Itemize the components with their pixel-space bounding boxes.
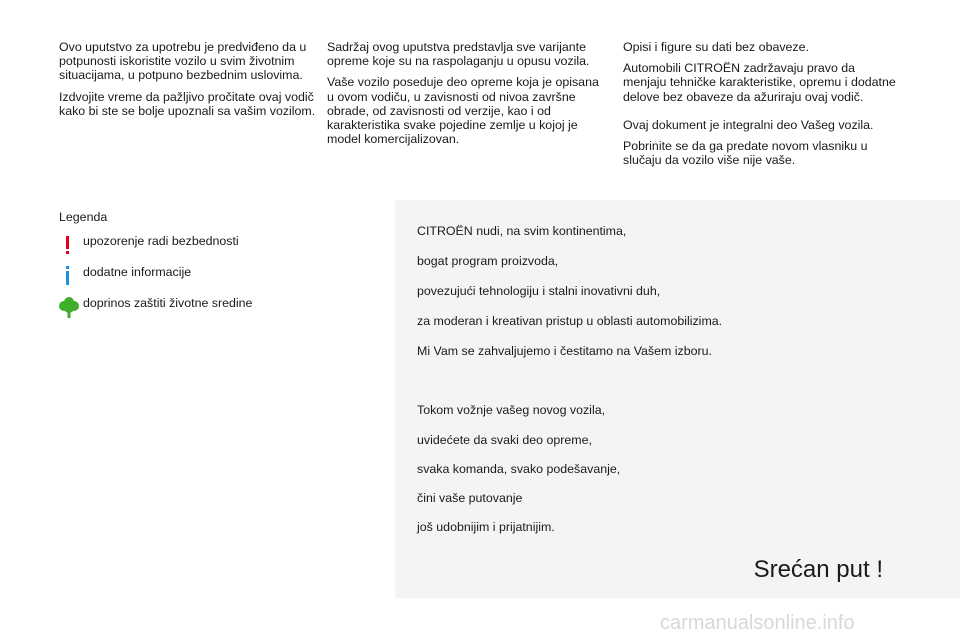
legend-label: upozorenje radi bezbednosti [83, 234, 239, 248]
panel-line: Mi Vam se zahvaljujemo i čestitamo na Vašem izboru. [417, 344, 712, 358]
tree-environment-icon [59, 295, 77, 319]
paragraph: Ovaj dokument je integralni deo Vašeg vozila. [623, 117, 874, 132]
closing-greeting: Srećan put ! [753, 556, 883, 583]
panel-line: još udobnijim i prijatnijim. [417, 520, 555, 534]
legend [59, 210, 253, 327]
paragraph: Pobrinite se da ga predate novom vlasniku u slučaju da vozilo više nije vaše. [623, 139, 868, 168]
info-icon [64, 264, 82, 288]
paragraph: Izdvojite vreme da pažljivo pročitate ovaj vodič kako bi ste se bolje upoznali sa vašim vozilom. [59, 89, 316, 118]
panel-line: uvidećete da svaki deo opreme, [417, 433, 592, 447]
paragraph: Automobili CITROËN zadržavaju pravo da menjaju tehničke karakteristike, opremu i dodatne delove bez obaveze da ažuriraju ovaj vodič. [623, 61, 896, 104]
panel-line: čini vaše putovanje [417, 491, 523, 505]
legend-item-info [59, 265, 192, 296]
watermark: carmanualsonline.info [660, 612, 855, 634]
panel-line: svaka komanda, svako podešavanje, [417, 462, 621, 476]
intro-column-1 [59, 40, 321, 125]
legend-item-environment [59, 296, 253, 327]
legend-item-warning [59, 234, 239, 265]
intro-column-3 [623, 40, 898, 174]
intro-column-2 [327, 40, 605, 153]
paragraph: Sadržaj ovog uputstva predstavlja sve varijante opreme koje su na raspolaganju u opusu vozila. [327, 40, 590, 69]
panel-line: povezujući tehnologiju i stalni inovativni duh, [417, 284, 661, 298]
paragraph: Opisi i figure su dati bez obaveze. [623, 40, 809, 54]
panel-line: za moderan i kreativan pristup u oblasti automobilizima. [417, 314, 723, 328]
panel-line: Tokom vožnje vašeg novog vozila, [417, 403, 606, 417]
welcome-panel [395, 200, 960, 598]
panel-line: CITROËN nudi, na svim kontinentima, [417, 224, 627, 238]
legend-title: Legenda [59, 210, 108, 224]
warning-exclamation-icon [63, 233, 81, 257]
legend-label: dodatne informacije [83, 265, 192, 279]
paragraph: Ovo uputstvo za upotrebu je predviđeno da u potpunosti iskoristite vozilo u svim životnim situacijama, u potpuno bezbednim uslovima. [59, 40, 307, 83]
paragraph: Vaše vozilo poseduje deo opreme koja je opisana u ovom vodiču, u zavisnosti od nivoa završne obrade, od zavisnosti od verzije, kao i od karakteristika svake pojedine zemlje u kojoj je model komercijalizovan. [327, 75, 599, 147]
legend-label: doprinos zaštiti životne sredine [83, 296, 253, 310]
panel-line: bogat program proizvoda, [417, 254, 559, 268]
